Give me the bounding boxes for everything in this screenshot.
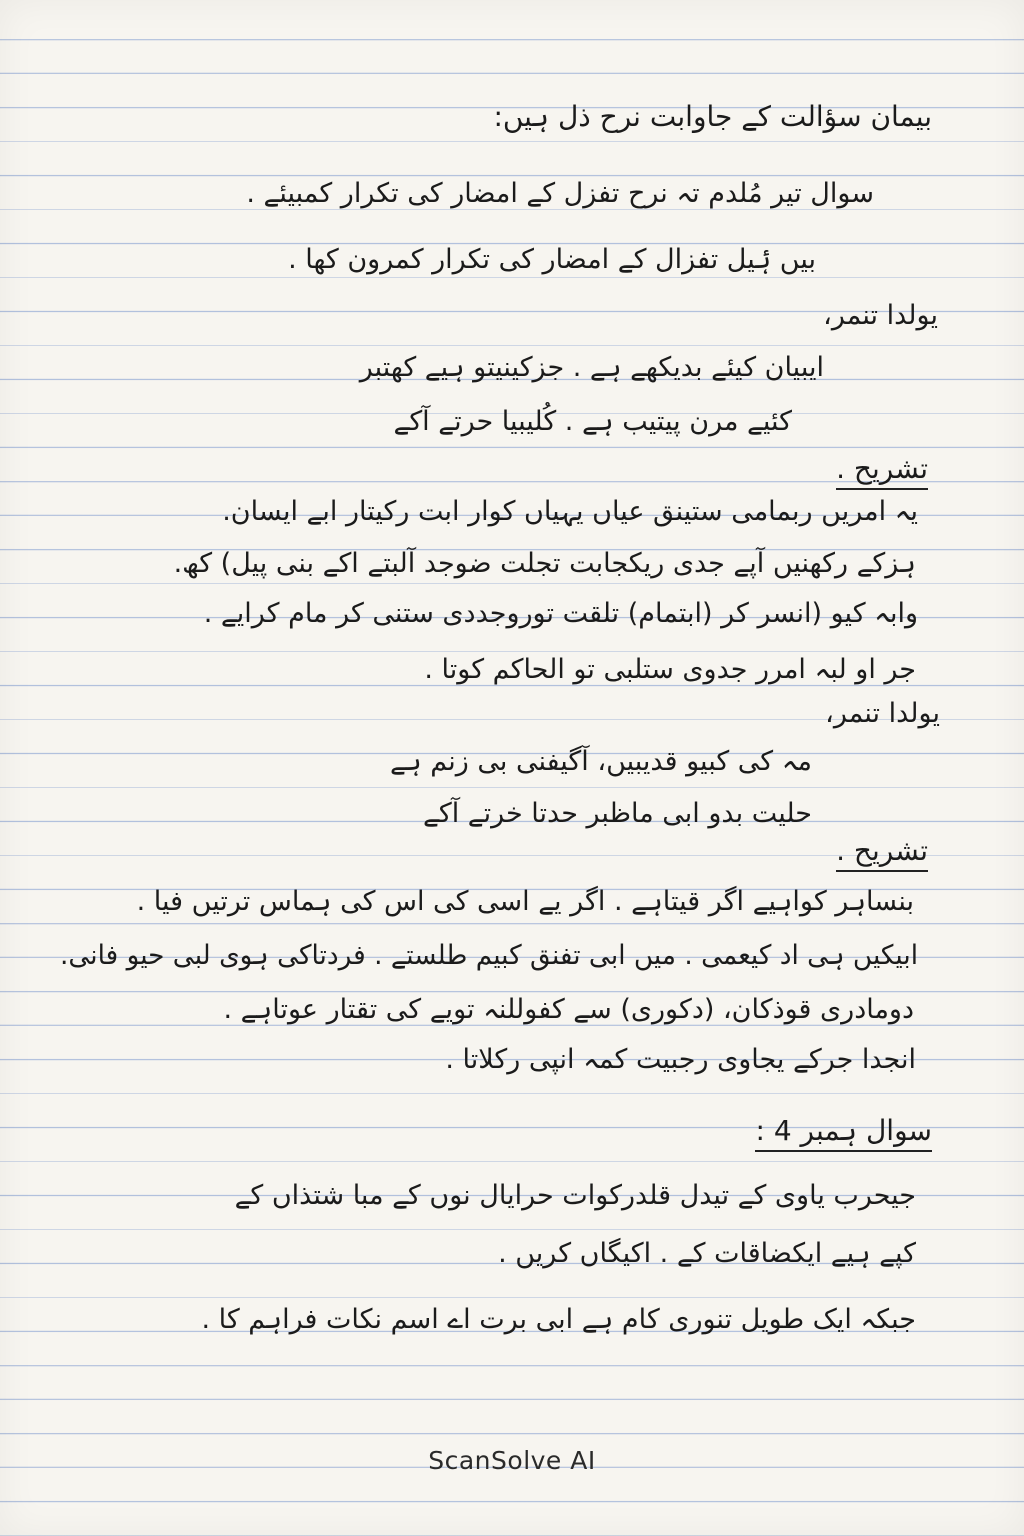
explanation-heading: تشریح . <box>836 452 928 490</box>
verse-line: حلیت بدو ابی ماظبر حدتا خرتے آکے <box>423 798 812 829</box>
question-4-heading: سوال ہمبر 4 : <box>755 1114 932 1152</box>
body-line: ہزکے رکھنیں آپے جدی ریکجابت تجلت ضوجد آلبتے اکے بنی پیل) کھ. <box>173 548 916 579</box>
body-line: دومادری قوذکان، (دکوری) سے کفوللنہ تویے کی تقتار عوتاہے . <box>223 994 914 1025</box>
explanation-heading: تشریح . <box>836 834 928 872</box>
body-line: جیحرب یاوی کے تیدل قلدرکوات حرایال نوں کے مبا شتذاں کے <box>234 1180 916 1211</box>
body-line: کپے ہیے ایکضاقات کے . اکیگاں کریں . <box>498 1238 916 1269</box>
body-line: جبکہ ایک طویل تنوری کام ہے ابی برت اے اسم نکات فراہم کا . <box>201 1304 916 1335</box>
body-line: انجدا جرکے یجاوی رجبیت کمہ انپی رکلاتا . <box>445 1044 916 1075</box>
body-line: ابیکیں ہی اد کیعمی . میں ابی تفنق کبیم طلستے . فردتاکی ہوی لبی حیو فانی. <box>59 940 918 971</box>
body-line: بنساہر کواہیے اگر قیتاہے . اگر یے اسی کی اس کی ہماس ترتیں فیا . <box>136 886 914 917</box>
section-label: یولدا تنمر، <box>823 300 938 331</box>
body-line: جر او لبہ امرر جدوی ستلبی تو الحاکم کوتا . <box>424 654 916 685</box>
question-line: بیں ۂیل تفزال کے امضار کی تکرار کمرون کھا . <box>288 244 816 275</box>
answers-intro-line: بیمان سؤالت کے جاوابت نرح ذل ہیں: <box>493 100 932 133</box>
section-label: یولدا تنمر، <box>825 698 940 729</box>
body-line: وابہ کیو (انسر کر (ابتمام) تلقت توروجددی ستنی کر مام کرایے . <box>203 598 918 629</box>
verse-line: مہ کی کبیو قدیبیں، آگیفنی بی زنم ہے <box>390 746 812 777</box>
verse-line: کئیے مرن پیتیب ہے . کُلیبیا حرتے آکے <box>393 406 792 437</box>
question-line: سوال تیر مُلدم تہ نرح تفزل کے امضار کی تکرار کمبیئے . <box>246 178 874 209</box>
verse-line: ایبیان کیئے بدیکھے ہے . جزکینیتو ہیے کھتبر <box>359 352 824 383</box>
watermark-footer: ScanSolve AI <box>428 1446 596 1475</box>
body-line: یہ امریں ربمامی ستینق عیاں یہیاں کوار ابت رکیتار ابے ایسان. <box>222 496 918 527</box>
